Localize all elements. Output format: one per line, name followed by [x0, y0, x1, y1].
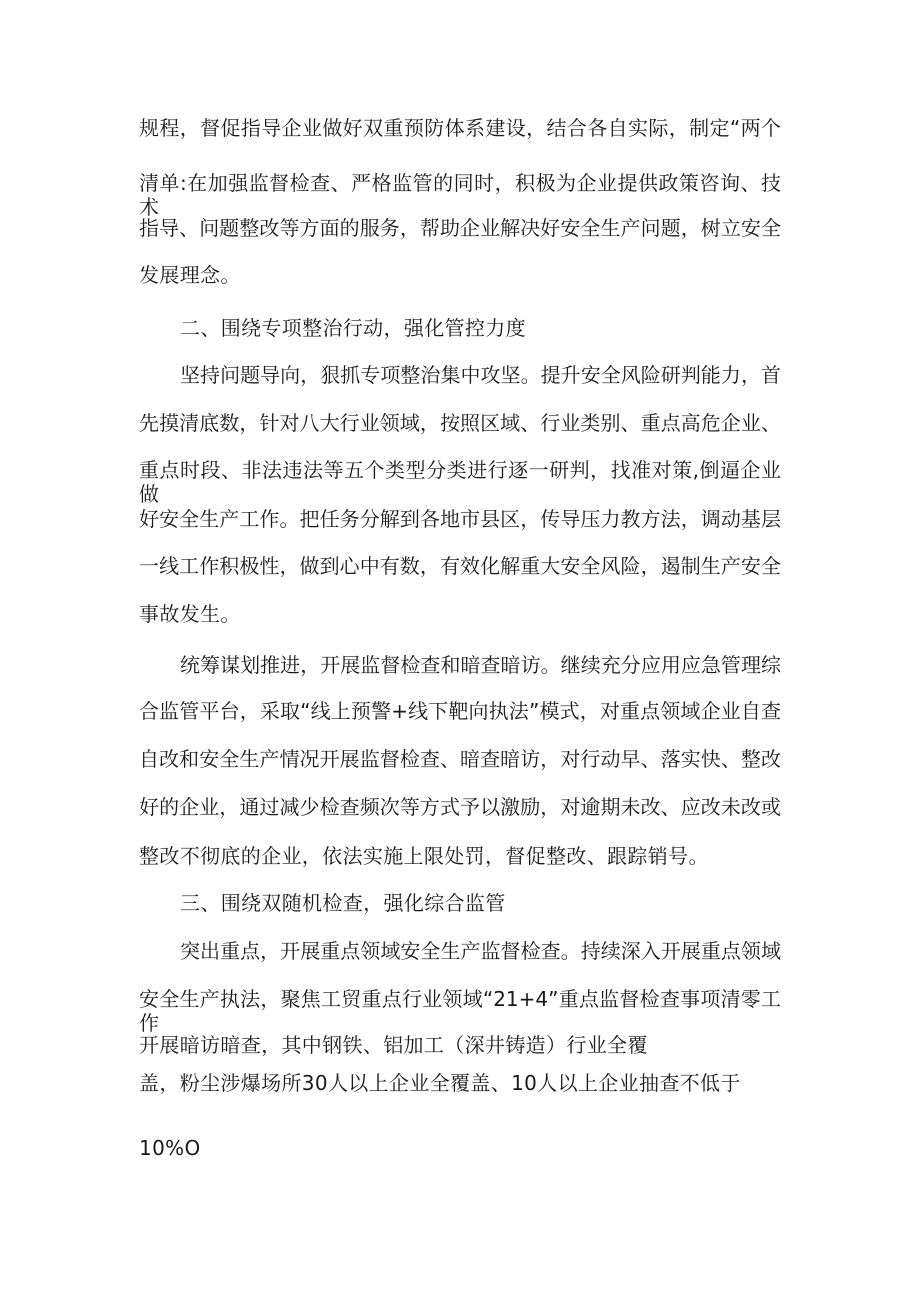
text-line: 指导、问题整改等方面的服务，帮助企业解决好安全生产问题，树立安全: [139, 216, 781, 240]
text-line: 好的企业，通过减少检查频次等方式予以激励，对逾期未改、应改未改或: [139, 795, 781, 819]
text-line: 开展暗访暗查，其中钢铁、铝加工（深井铸造）行业全覆: [139, 1033, 648, 1057]
text-line: 盖，粉尘涉爆场所30人以上企业全覆盖、10人以上企业抽查不低于: [139, 1071, 741, 1095]
text-line: 安全生产执法，聚焦工贸重点行业领域“21+4”重点监督检查事项清零工作: [139, 987, 781, 1035]
text-line: 整改不彻底的企业，依法实施上限处罚，督促整改、跟踪销号。: [139, 844, 709, 868]
text-line: 自改和安全生产情况开展监督检查、暗查暗访，对行动早、落实快、整改: [139, 747, 781, 771]
text-line: 重点时段、非法违法等五个类型分类进行逐一研判，找准对策,倒逼企业做: [139, 458, 781, 506]
section-heading: 二、围绕专项整治行动，强化管控力度: [180, 316, 526, 340]
text-line: 一线工作积极性，做到心中有数，有效化解重大安全风险，遏制生产安全: [139, 554, 781, 578]
text-line: 好安全生产工作。把任务分解到各地市县区，传导压力教方法，调动基层: [139, 507, 781, 531]
text-line: 统筹谋划推进，开展监督检查和暗查暗访。继续充分应用应急管理综: [180, 653, 781, 677]
text-line: 清单:在加强监督检查、严格监管的同时，积极为企业提供政策咨询、技术: [139, 171, 781, 219]
text-line: 事故发生。: [139, 602, 241, 626]
text-line: 发展理念。: [139, 263, 241, 287]
text-line: 规程，督促指导企业做好双重预防体系建设，结合各自实际，制定“两个: [139, 116, 781, 140]
text-line: 突出重点，开展重点领域安全生产监督检查。持续深入开展重点领域: [180, 939, 781, 963]
text-line: 10%O: [139, 1136, 201, 1160]
text-line: 先摸清底数，针对八大行业领域，按照区域、行业类别、重点高危企业、: [139, 411, 781, 435]
section-heading: 三、围绕双随机检查，强化综合监管: [180, 891, 506, 915]
text-line: 坚持问题导向，狠抓专项整治集中攻坚。提升安全风险研判能力，首: [180, 363, 781, 387]
text-line: 合监管平台，采取“线上预警+线下靶向执法”模式，对重点领域企业自查: [139, 699, 781, 723]
